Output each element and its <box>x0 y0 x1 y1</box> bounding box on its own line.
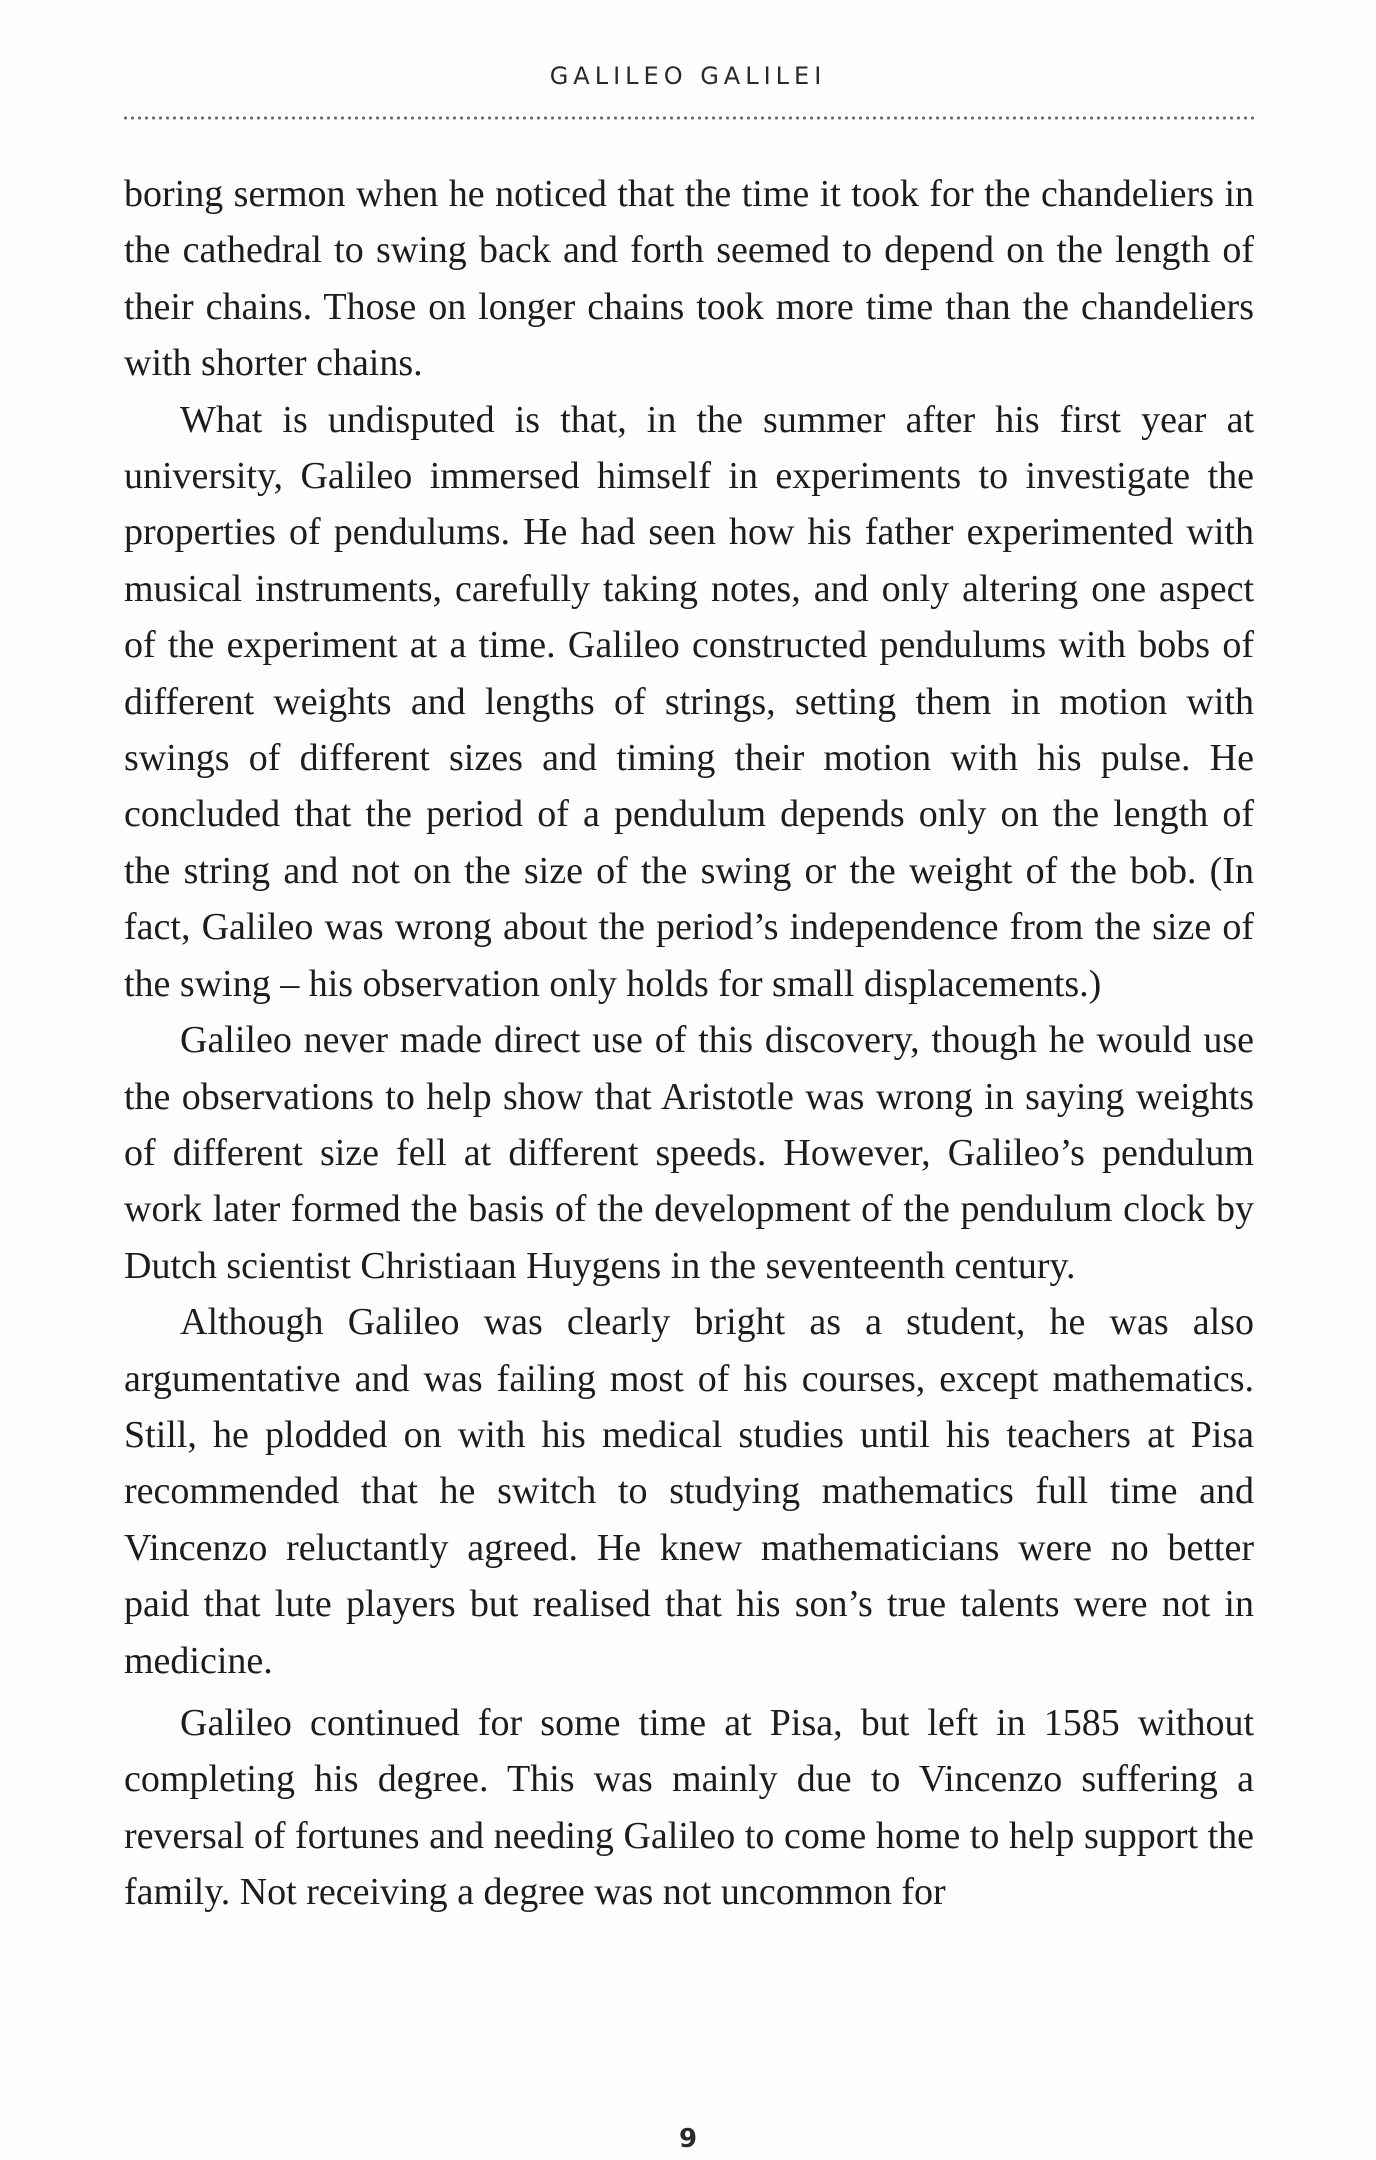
page-number: 9 <box>678 2124 698 2154</box>
paragraph-1: boring sermon when he noticed that the time it took for the chandeliers in the cathedral to swing back and forth seemed to depend on the length of their chains. Those on longer chains took more time than the chandeliers with shorter chains. <box>124 173 1254 385</box>
paragraph-2: What is undisputed is that, in the summer after his first year at university, Galileo immersed himself in experiments to investigate the properties of pendulums. He had seen how his father experimented with musical instruments, carefully taking notes, and only altering one aspect of the experiment at a time. Galileo constructed pendulums with bobs of different weights and lengths of strings, setting them in motion with swings of different sizes and timing their motion with his pulse. He concluded that the period of a pendulum depends only on the length of the string and not on the size of the swing or the weight of the bob. (In fact, Galileo was wrong about the period’s independence from the size of the swing – his observation only holds for small displacements.) <box>124 398 1254 1005</box>
paragraph-4: Although Galileo was clearly bright as a student, he was also argumentative and was failing most of his courses, except mathematics. Still, he plodded on with his medical studies until his teachers at Pisa recommended that he switch to studying mathematics full time and Vincenzo reluctantly agreed. He knew mathematicians were no better paid that lute players but realised that his son’s true talents were not in medicine. <box>124 1301 1254 1682</box>
body-text <box>124 166 1254 1921</box>
paragraph-3: Galileo never made direct use of this discovery, though he would use the observations to help show that Aristotle was wrong in saying weights of different size fell at different speeds. However, Galileo’s pendulum work later formed the basis of the development of the pendulum clock by Dutch scientist Christiaan Huygens in the seventeenth century. <box>124 1019 1254 1287</box>
dotted-rule <box>122 116 1256 120</box>
paragraph-5: Galileo continued for some time at Pisa, but left in 1585 without completing his degree. This was mainly due to Vincenzo suffering a reversal of fortunes and needing Galileo to come home to help support the family. Not receiving a degree was not uncommon for <box>124 1701 1254 1914</box>
running-head: GALILEO GALILEI <box>549 62 827 90</box>
